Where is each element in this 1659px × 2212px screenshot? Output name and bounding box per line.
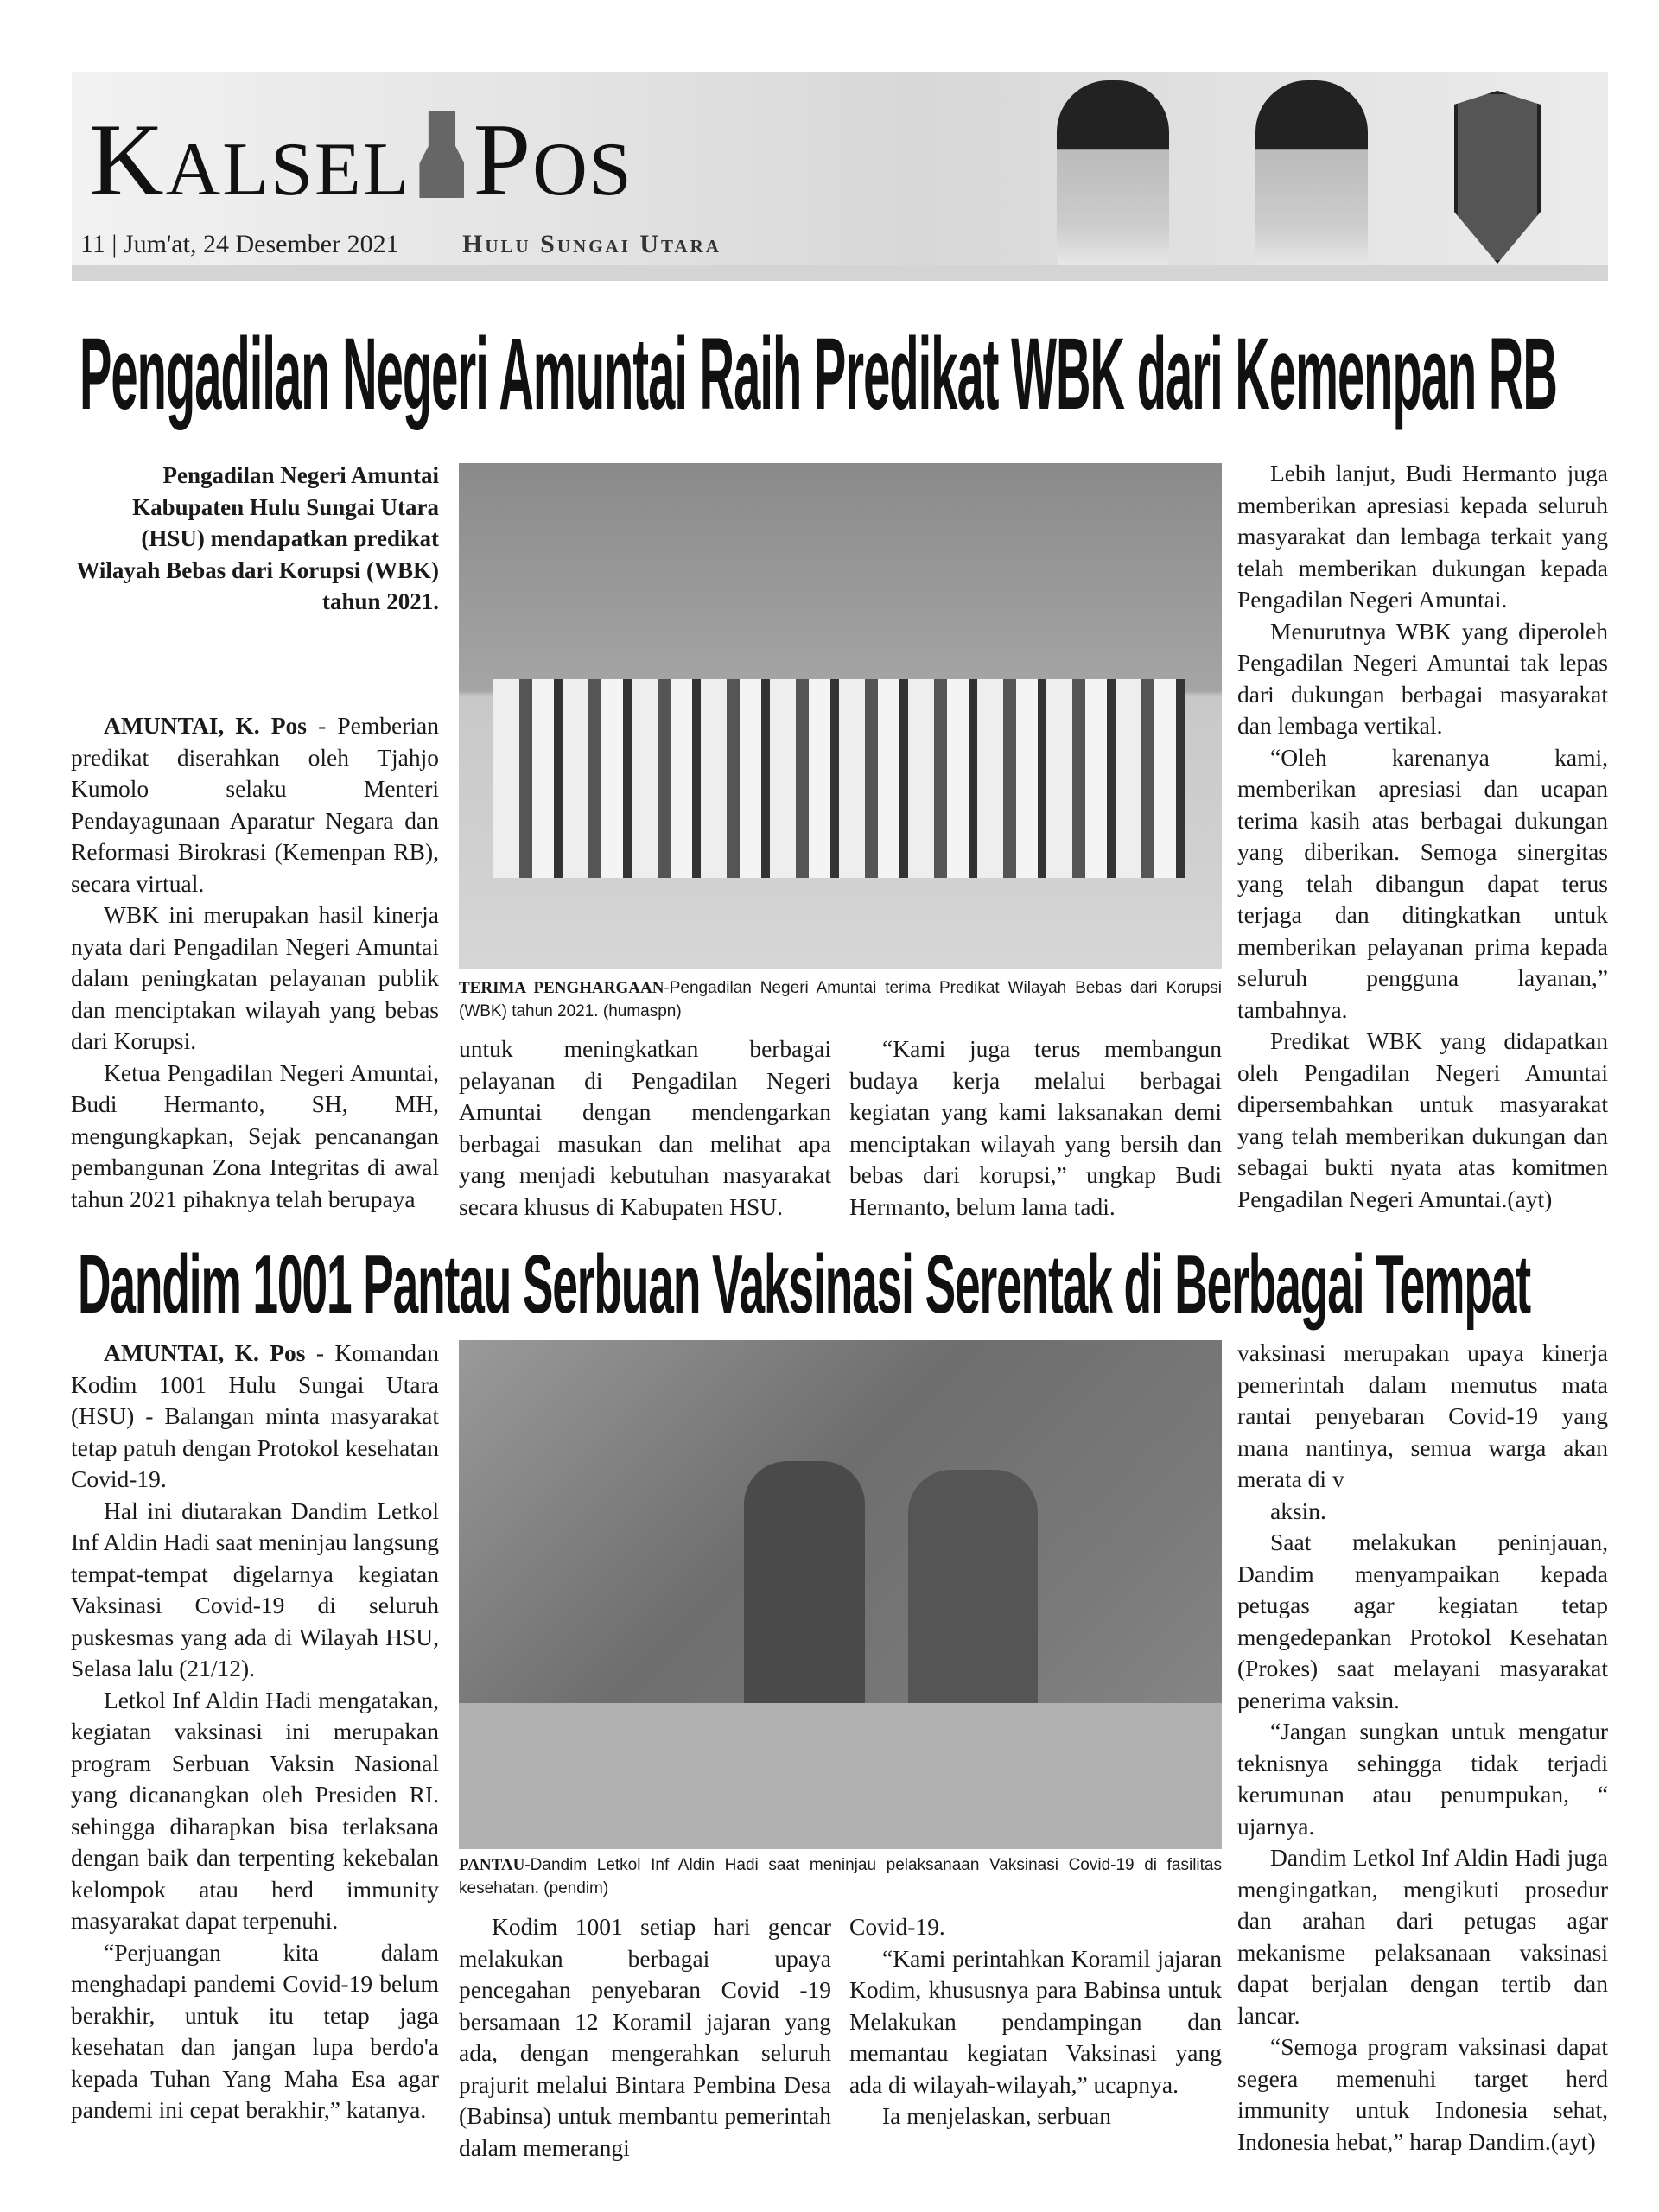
- article1-col3: “Kami juga terus membangun budaya kerja melalui berbagai kegiatan yang kami laksanakan demi menciptakan wilayah yang bersih dan bebas dari korupsi,” ungkap Budi Hermanto, belum lama tadi.: [849, 1035, 1222, 1220]
- page-date: 11 | Jum'at, 24 Desember 2021: [80, 230, 399, 258]
- article2-col4: vaksinasi merupakan upaya kinerja pemerintah dalam memutus mata rantai penyebaran Covid-19 yang mana nantinya, semua warga akan merata di v aksin. Saat melakukan peninjauan, Dandim menyampaikan kepada petugas agar kegiatan tetap mengedepankan Protokol Kesehatan (Prokes) saat melayani masyarakat penerima vaksin. “Jangan sungkan untuk mengatur teknisnya sehingga tidak terjadi kerumunan atau penumpukan, “ ujarnya. Dandim Letkol Inf Aldin Hadi juga mengingatkan, mengikuti prosedur dan arahan dari petugas agar mekanisme pelaksanaan vaksinasi dapat berjalan dengan tertib dan lancar. “Semoga program vaksinasi dapat segera memenuhi target herd immunity untuk Indonesia sehat, Indonesia hebat,” harap Dandim.(ayt): [1237, 1339, 1608, 2155]
- region-name: Hulu Sungai Utara: [462, 230, 721, 258]
- article1-lead: Pengadilan Negeri Amuntai Kabupaten Hulu Sungai Utara (HSU) mendapatkan predikat Wilayah Bebas dari Korupsi (WBK) tahun 2021.: [76, 462, 439, 614]
- article2-headline: Dandim 1001 Pantau Serbuan Vaksinasi Serentak di Berbagai Tempat: [78, 1238, 1530, 1331]
- article2-col2: Kodim 1001 setiap hari gencar melakukan berbagai upaya pencegahan penyebaran Covid -19 bersamaan 12 Koramil jajaran yang ada, dengan mengerahkan seluruh prajurit melalui Bintara Pembina Desa (Babinsa) untuk membantu pemerintah dalam memerangi: [459, 1913, 831, 2161]
- award-group-photo: [459, 463, 1222, 969]
- vaccination-photo: [459, 1340, 1222, 1849]
- article1-col2: untuk meningkatkan berbagai pelayanan di Pengadilan Negeri Amuntai dengan mendengarkan berbagai masukan dan melihat apa yang menjadi kebutuhan masyarakat secara khusus di Kabupaten HSU.: [459, 1035, 831, 1220]
- article1-headline: Pengadilan Negeri Amuntai Raih Predikat WBK dari Kemenpan RB: [79, 317, 1557, 431]
- masthead: [72, 72, 1608, 281]
- official-portrait: [1057, 80, 1169, 275]
- article2-col1: AMUNTAI, K. Pos - Komandan Kodim 1001 Hulu Sungai Utara (HSU) - Balangan minta masyarakat tetap patuh dengan Protokol kesehatan Covid-19. Hal ini diutarakan Dandim Letkol Inf Aldin Hadi saat meninjau langsung tempat-tempat digelarnya kegiatan Vaksinasi Covid-19 di seluruh puskesmas yang ada di Wilayah HSU, Selasa lalu (21/12). Letkol Inf Aldin Hadi mengatakan, kegiatan vaksinasi ini merupakan program Serbuan Vaksin Nasional yang dicanangkan oleh Presiden RI. sehingga diharapkan bisa terlaksana dengan baik dan terpenting kekebalan kelompok atau herd immunity masyarakat dapat terpenuhi. “Perjuangan kita dalam menghadapi pandemi Covid-19 belum berakhir, untuk itu tetap jaga kesehatan dan jangan lupa berdo'a kepada Tuhan Yang Maha Esa agar pandemi ini cepat berakhir,” katanya.: [71, 1339, 439, 2123]
- regency-crest-icon: [1454, 91, 1541, 264]
- article1-col1: AMUNTAI, K. Pos - Pemberian predikat diserahkan oleh Tjahjo Kumolo selaku Menteri Pendayagunaan Aparatur Negara dan Reformasi Birokrasi (Kemenpan RB), secara virtual. WBK ini merupakan hasil kinerja nyata dari Pengadilan Negeri Amuntai dalam peningkatan pelayanan publik dan menciptakan wilayah yang bebas dari Korupsi. Ketua Pengadilan Negeri Amuntai, Budi Hermanto, SH, MH, mengungkapkan, Sejak pencanangan pembangunan Zona Integritas di awal tahun 2021 pihaknya telah berupaya: [71, 712, 439, 1212]
- article1-col4: Lebih lanjut, Budi Hermanto juga memberikan apresiasi kepada seluruh masyarakat dan lembaga terkait yang telah memberikan dukungan kepada Pengadilan Negeri Amuntai. Menurutnya WBK yang diperoleh Pengadilan Negeri Amuntai tak lepas dari dukungan berbagai masyarakat dan lembaga vertikal. “Oleh karenanya kami, memberikan apresiasi dan ucapan terima kasih atas berbagai dukungan yang diberikan. Semoga sinergitas yang telah dibangun dapat terus terjaga dan ditingkatkan untuk memberikan pelayanan prima kepada seluruh pengguna layanan,” tambahnya. Predikat WBK yang didapatkan oleh Pengadilan Negeri Amuntai dipersembahkan untuk masyarakat yang telah memberikan dukungan dan sebagai bukti nyata atas komitmen Pengadilan Negeri Amuntai.(ayt): [1237, 460, 1608, 1212]
- article2-col3: Covid-19. “Kami perintahkan Koramil jajaran Kodim, khususnya para Babinsa untuk Melakukan pendampingan dan memantau kegiatan Vaksinasi yang ada di wilayah-wilayah,” ucapnya. Ia menjelaskan, serbuan: [849, 1913, 1222, 2129]
- official-portrait: [1255, 80, 1368, 275]
- article1-photo-caption: TERIMA PENGHARGAAN-Pengadilan Negeri Amuntai terima Predikat Wilayah Bebas dari Korupsi (WBK) tahun 2021. (humaspn): [459, 979, 1222, 1020]
- house-emblem-icon: [419, 111, 464, 198]
- newspaper-logo: KALSEL POS: [89, 102, 633, 217]
- article2-photo-caption: PANTAU-Dandim Letkol Inf Aldin Hadi saat meninjau pelaksanaan Vaksinasi Covid-19 di fasilitas kesehatan. (pendim): [459, 1856, 1222, 1897]
